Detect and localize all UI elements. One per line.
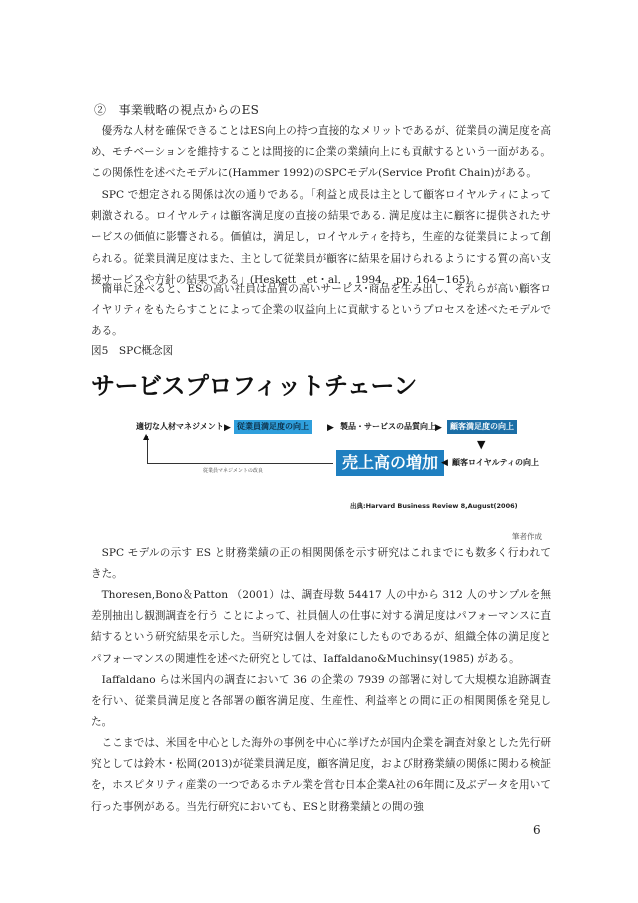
paragraph-spc-summary: 簡単に述べると、ESの高い社員は品質の高いサービス･商品を生み出し、それらが高い顧客ロイヤリティをもたらすことによって企業の収益向上に貢献するというプロセスを述べたモデルである。	[91, 283, 551, 338]
arrow-right-icon: ▶	[435, 423, 442, 433]
figure-title: サービスプロフィットチェーン	[91, 372, 417, 400]
node-cs-improvement: 顧客満足度の向上	[447, 420, 517, 434]
feedback-label: 従業員マネジメントの改良	[203, 468, 263, 474]
paragraph-domestic-research: ここまでは、米国を中心とした海外の事例を中心に挙げたが国内企業を調査対象とした先行研究としては鈴木・松岡(2013)が従業員満足度，顧客満足度，および財務業績の関係に関わる検証を，ホスピタリティ産業の一つであるホテル業を営む日本企業A社の6年間に及ぶデータを用いて行った事例がある。当先行研究においても、ESと財務業績との間の強	[91, 737, 551, 813]
paragraph-es-benefit: 優秀な人材を確保できることはES向上の持つ直接的なメリットであるが、従業員の満足度を高め、モチベーションを維持することは間接的に企業の業績向上にも貢献するという一面がある。この関係性を述べたモデルに(Hammer 1992)のSPCモデル(Service Profit Chain)がある。	[91, 125, 551, 180]
node-quality-improvement: 製品・サービスの品質向上	[340, 422, 436, 431]
node-hr-management: 適切な人材マネジメント	[136, 422, 224, 431]
paragraph-research-intro: SPC モデルの示す ES と財務業績の正の相関関係を示す研究はこれまでにも数多く行われてきた。	[91, 547, 551, 581]
paragraph-thoresen: Thoresen,Bono＆Patton （2001）は、調査母数 54417 人の中から 312 人のサンプルを無差別抽出し観測調査を行う ことによって、社員個人の仕事に対する満足度はパフォーマンスに直結するという研究結果を示した。当研究は個人を対象にしたものであるが、組織全体の満足度とパフォーマンスの関連性を述べた研究としては、Iaffaldano&Muchinsy(1985) がある。	[91, 589, 551, 665]
arrow-up-icon: ▲	[143, 432, 150, 441]
node-sales-increase: 売上高の増加	[336, 450, 444, 476]
author-note: 筆者作成	[512, 532, 542, 541]
arrow-right-icon: ▶	[224, 423, 231, 433]
paragraph-iaffaldano: Iaffaldano らは米国内の調査において 36 の企業の 7939 の部署に対して大規模な追跡調査を行い、従業員満足度と各部署の顧客満足度、生産性、利益率との間に正の相関関係を発見した。	[91, 674, 551, 729]
figure-caption: 図5 SPC概念図	[91, 345, 174, 357]
node-loyalty-improvement: 顧客ロイヤルティの向上	[452, 458, 540, 467]
arrow-left-icon: ◀	[441, 458, 448, 468]
arrow-down-icon: ▼	[477, 438, 486, 451]
arrow-right-icon: ▶	[327, 423, 334, 433]
feedback-line	[147, 463, 333, 464]
paragraph-spc-relations: SPC で想定される関係は次の通りである。「利益と成長は主として顧客ロイヤルティによって刺激される。ロイヤルティは顧客満足度の直接の結果である. 満足度は主に顧客に提供されたサービスの価値に影響される。価値は，満足し，ロイヤルティを持ち，生産的な従業員によって創られる。従業員満足度はまた、主として従業員が顧客に結果を届けられるようにする質の高い支援サービスや方針の結果である」(Heskett et・al．, 1994, pp. 164−165)。	[91, 189, 551, 286]
figure-source: 出典:Harvard Business Review 8,August(2006)	[350, 502, 518, 510]
spc-figure	[91, 364, 551, 524]
page-number: 6	[533, 823, 541, 837]
node-es-improvement: 従業員満足度の向上	[234, 420, 312, 434]
section-heading: ② 事業戦略の視点からのES	[94, 103, 260, 117]
